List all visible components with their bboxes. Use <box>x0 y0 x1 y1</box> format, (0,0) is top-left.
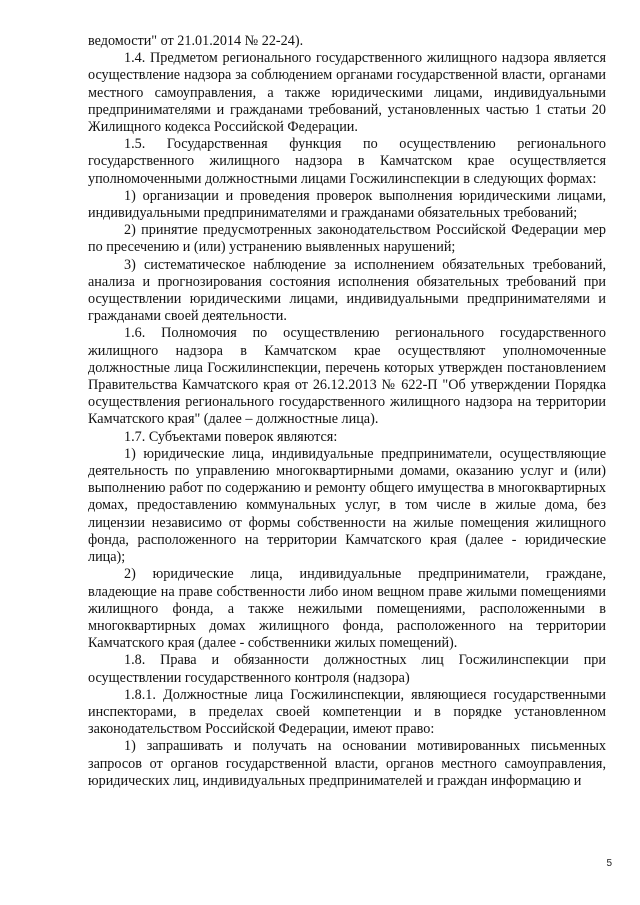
document-body <box>88 33 606 790</box>
paragraph-1-7-item-2: 2) юридические лица, индивидуальные предприниматели, граждане, владеющие на праве собственности либо ином вещном праве жилыми помещениями жилищного фонда, а также нежилыми помещениями, расположенными в многоквартирных домах жилищного фонда, расположенного на территории Камчатского края (далее - собственники жилых помещений). <box>88 566 606 652</box>
paragraph-1-8-1-item-1: 1) запрашивать и получать на основании мотивированных письменных запросов от органов государственной власти, органов местного самоуправления, юридических лиц, индивидуальных предпринимателей и граждан информацию и <box>88 738 606 789</box>
paragraph-1-7-item-1: 1) юридические лица, индивидуальные предприниматели, осуществляющие деятельность по управлению многоквартирными домами, оказанию услуг и (или) выполнению работ по содержанию и ремонту общего имущества в многоквартирных домах, предоставлению коммунальных услуг, в том числе в жилые дома, без лицензии независимо от формы собственности на жилые помещения жилищного фонда, расположенного на территории Камчатского края (далее - юридические лица); <box>88 445 606 566</box>
paragraph-1-7: 1.7. Субъектами поверок являются: <box>124 428 338 445</box>
paragraph-1-8-1: 1.8.1. Должностные лица Госжилинспекции, являющиеся государственными инспекторами, в пределах своей компетенции и в порядке установленном законодательством Российской Федерации, имеют право: <box>88 686 606 738</box>
paragraph-1-8: 1.8. Права и обязанности должностных лиц Госжилинспекции при осуществлении государственного контроля (надзора) <box>88 652 606 686</box>
paragraph-continuation: ведомости" от 21.01.2014 № 22-24). <box>88 33 304 49</box>
paragraph-1-4: 1.4. Предметом регионального государственного жилищного надзора является осуществление надзора за соблюдением органами государственной власти, органами местного самоуправления, а также юридическими лицами, индивидуальными предпринимателями и гражданами требований, установленных частью 1 статьи 20 Жилищного кодекса Российской Федерации. <box>88 50 606 136</box>
paragraph-1-5-item-1: 1) организации и проведения проверок выполнения юридическими лицами, индивидуальными предпринимателями и гражданами обязательных требований; <box>88 187 606 222</box>
paragraph-1-6: 1.6. Полномочия по осуществлению регионального государственного жилищного надзора в Камчатском крае осуществляют уполномоченные должностные лица Госжилинспекции, перечень которых утвержден постановлением Правительства Камчатского края от 26.12.2013 № 622-П "Об утверждении Порядка осуществления регионального государственного жилищного надзора на территории Камчатского края" (далее – должностные лица). <box>88 325 606 428</box>
paragraph-1-5-item-2: 2) принятие предусмотренных законодательством Российской Федерации мер по пресечению и (или) устранению выявленных нарушений; <box>88 222 606 256</box>
paragraph-1-5: 1.5. Государственная функция по осуществлению регионального государственного жилищного надзора в Камчатском крае осуществляется уполномоченными должностными лицами Госжилинспекции в следующих формах: <box>88 136 606 187</box>
paragraph-1-5-item-3: 3) систематическое наблюдение за исполнением обязательных требований, анализа и прогнозирования состояния исполнения обязательных требований при осуществлении юридическими лицами, индивидуальными предпринимателями и гражданами своей деятельности. <box>88 256 606 325</box>
page-number: 5 <box>606 858 612 869</box>
